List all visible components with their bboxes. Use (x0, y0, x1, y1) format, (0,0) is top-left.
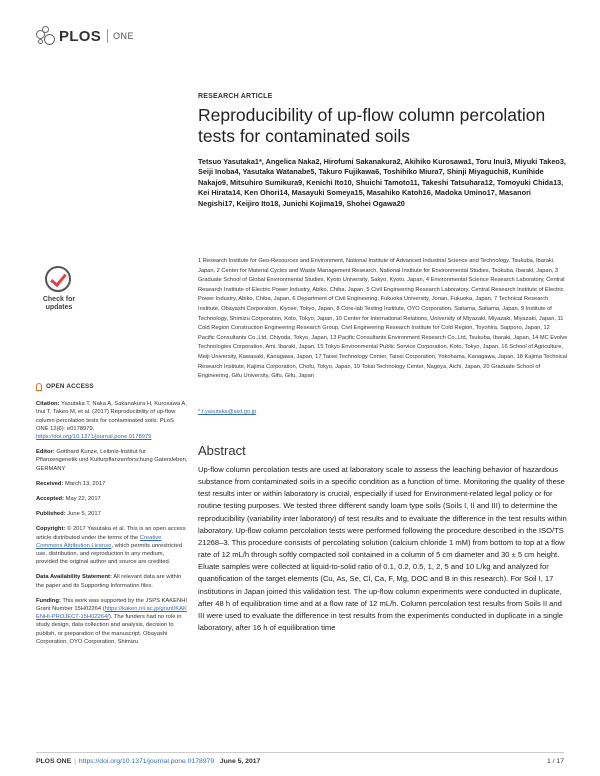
open-access-label (36, 383, 188, 391)
check-for-updates-badge[interactable] (38, 266, 78, 324)
footer-date: June 5, 2017 (219, 758, 261, 765)
accepted-date: May 22, 2017 (65, 496, 101, 503)
funding-label: Funding: (36, 597, 61, 604)
page-number: 1 / 17 (546, 758, 564, 765)
open-access-text: OPEN ACCESS (46, 383, 94, 390)
editor-text: Gotthard Kunze, Leibniz-Institut fur Pflanzengenetik und Kulturpflanzenforschung Gatersleben, GERMANY (36, 449, 188, 472)
editor-label: Editor: (36, 449, 55, 456)
received-label: Received: (36, 480, 64, 487)
logo-text: PLOS (59, 27, 102, 45)
citation-text: Yasutaka T, Naka A, Sakanakura H, Kurosawa A, Inui T, Takeo M, et al. (2017) Reproducibility of up-flow column percolation tests for contaminated soils. PLoS ONE 12(6): e0178979. (36, 401, 187, 432)
data-availability (36, 573, 188, 589)
funding-text-a: This work was supported by the JSPS KAKENHI Grant Number 15H02264 ( (36, 597, 187, 613)
copyright (36, 525, 188, 566)
copyright-text-b: , which permits unrestricted use, distribution, and reproduction in any medium, provided the original author and source are credited. (36, 542, 182, 566)
funding-link[interactable]: https://kaken.nii.ac.jp/grant/KAKENHI-PROJECT-15H02264/ (36, 606, 187, 621)
article-sidebar (36, 383, 188, 653)
accepted (36, 495, 188, 503)
journal-name: ONE (113, 31, 135, 41)
published-label: Published: (36, 511, 66, 518)
data-availability-text: All relevant data are within the paper and its Supporting Information files. (36, 574, 182, 589)
cc-license-link[interactable]: Creative Commons Attribution License (36, 534, 162, 549)
footer-journal: PLOS ONE (36, 758, 72, 765)
footer-divider (36, 752, 564, 753)
open-lock-icon (36, 383, 42, 391)
footer-separator: | (74, 758, 76, 765)
copyright-label: Copyright: (36, 526, 66, 533)
abstract-heading: Abstract (198, 443, 246, 458)
received-date: March 13, 2017 (65, 480, 106, 487)
published (36, 510, 188, 518)
editor (36, 448, 188, 473)
citation (36, 400, 188, 441)
received (36, 480, 188, 488)
author-list: Tetsuo Yasutaka1*, Angelica Naka2, Hirofumi Sakanakura2, Akihiko Kurosawa1, Toru Inui3, Miyuki Takeo3, Seiji Inoba4, Yasutaka Watanabe5, Takuro Fujikawa6, Toshihiko Miura7, Shinji Miyaguchi8, Kunihide Nakajo9, Mitsuhiro Sumikura9, Kenichi Ito10, Shuichi Tamoto11, Takeshi Tatsuhara12, Tomoyuki Chida13, Kei Hirata14, Ken Ohori14, Masayuki Someya15, Masahiko Katoh16, Madoka Umino17, Masanori Negishi17, Keijiro Ito18, Junichi Kojima19, Shohei Ogawa20 (198, 157, 566, 208)
data-availability-label: Data Availability Statement: (36, 574, 112, 581)
funding-text-b: ). The funders had no role in study design, data collection and analysis, decision to publish, or preparation of the manuscript. Obayashi Corporation, OYO Corporation, Shimizu (36, 614, 182, 645)
article-type: RESEARCH ARTICLE (198, 93, 273, 100)
article-title: Reproducibility of up-flow column percolation tests for contaminated soils (198, 105, 546, 146)
citation-doi-link[interactable]: https://doi.org/10.1371/journal.pone.0178979 (36, 434, 152, 441)
email-link[interactable]: * t.yasutaka@aist.go.jp (198, 409, 257, 415)
page-footer (36, 758, 260, 765)
copyright-text-a: © 2017 Yasutaka et al. This is an open access article distributed under the terms of the (36, 526, 186, 541)
abstract-text: Up-flow column percolation tests are used at laboratory scale to assess the leaching behavior of hazardous substance from contaminated soils in a specific condition as a function of time. Monitoring the quality of these test results inter or within laboratory is crucial, especially if used for Environment-related legal policy or for routine testing purposes. We tested three different sandy loam type soils (Soils I, II and III) to determine the reproducibility (variability inter laboratory) of test results and to evaluate the difference in the test results within laboratory. Up-flow column percolation tests were performed following the procedure described in the ISO/TS 21268–3. This procedure consists of percolating solution (calcium chloride 1 mM) from bottom to top at a flow rate of 12 mL/h through softly compacted soil contained in a column of 5 cm diameter and 30 ± 5 cm height. Eluate samples were collected at liquid-to-solid ratio of 0.1, 0.2, 0.5, 1, 2, 5 and 10 L/kg and analyzed for quantification of the target elements (Cu, As, Se, Cl, Ca, F, Mg, DOC and B in this research). For Soil I, 17 institutions in Japan joined this validation test. The up-flow column experiments were conducted in duplicate, after 48 h of equilibration time and at a flow rate of 12 mL/h. Column percolation test results from Soils II and III were used to evaluate the difference in test results from the experiments conducted in duplicate in a single laboratory, after 16 h of equilibration time (198, 465, 567, 633)
published-date: June 5, 2017 (67, 511, 101, 518)
plos-logo (36, 26, 134, 46)
affiliations: 1 Research Institute for Geo-Resources and Environment, National Institute of Advanced Industrial Science and Technology, Tsukuba, Ibaraki, Japan, 2 Center for Material Cycles and Waste Management Research, National Institute for Environmental Studies, Tsukuba, Ibaraki, Japan, 3 Graduate School of Global Environmental Studies, Kyoto University, Sakyo, Kyoto, Japan, 4 Environmental Science Research Laboratory, Central Research Institute of Electric Power Industry, Abiko, Chiba, Japan, 5 Civil Engineering Research Laboratory, Central Research Institute of Electric Power Industry, Abiko, Chiba, Japan, 6 Department of Civil Engineering, Fukuoka University, Jonan, Fukuoka, Japan, 7 Technical Research Institute, Obayashi Corporation, Kiyose, Tokyo, Japan, 8 Core-lab Testing Institute, OYO Corporation, Saitama, Saitama, Japan, 9 Institute of Technology, Shimizu Corporation, Koto, Tokyo, Japan, 10 Center for International Relations, University of Miyazaki, Miyazaki, Miyazaki, Japan, 11 Cold Region Construction Engineering Research Group, Civil Engineering Research Institute for Cold Region, Toyohira, Sapporo, Japan, 12 Pacific Consultants Co.,Ltd, Chiyoda, Tokyo, Japan, 13 Pacific Consultants Environment Research Co.,Ltd, Tsukuba, Ibaraki, Japan, 14 MC Evolve Technologies Corporation, Ami, Ibaraki, Japan, 15 Tokyo Environmental Public Service Corporation, Koto, Tokyo, Japan, 16 School of Agriculture, Meiji University, Kawasaki, Kanagawa, Japan, 17 Taisei Technology Center, Taisei Corporation, Yokohama, Kanagawa, Japan, 18 Kajima Technical Research Institute, Kajima Corporation, Chofu, Tokyo, Japan, 19 Tokai Technology Center, Nagoya, Aichi, Japan, 20 Graduate School of Engineering, Gifu University, Gifu, Gifu, Japan (198, 258, 568, 380)
badge-label: Check for updates (42, 296, 76, 311)
check-updates-icon (45, 266, 71, 292)
logo-divider (107, 29, 108, 43)
funding (36, 597, 188, 646)
accepted-label: Accepted: (36, 496, 65, 503)
plos-logo-icon (36, 26, 56, 46)
footer-doi-link[interactable]: https://doi.org/10.1371/journal.pone.0178979 (78, 758, 215, 765)
citation-label: Citation: (36, 401, 60, 408)
corresponding-email (198, 409, 256, 415)
